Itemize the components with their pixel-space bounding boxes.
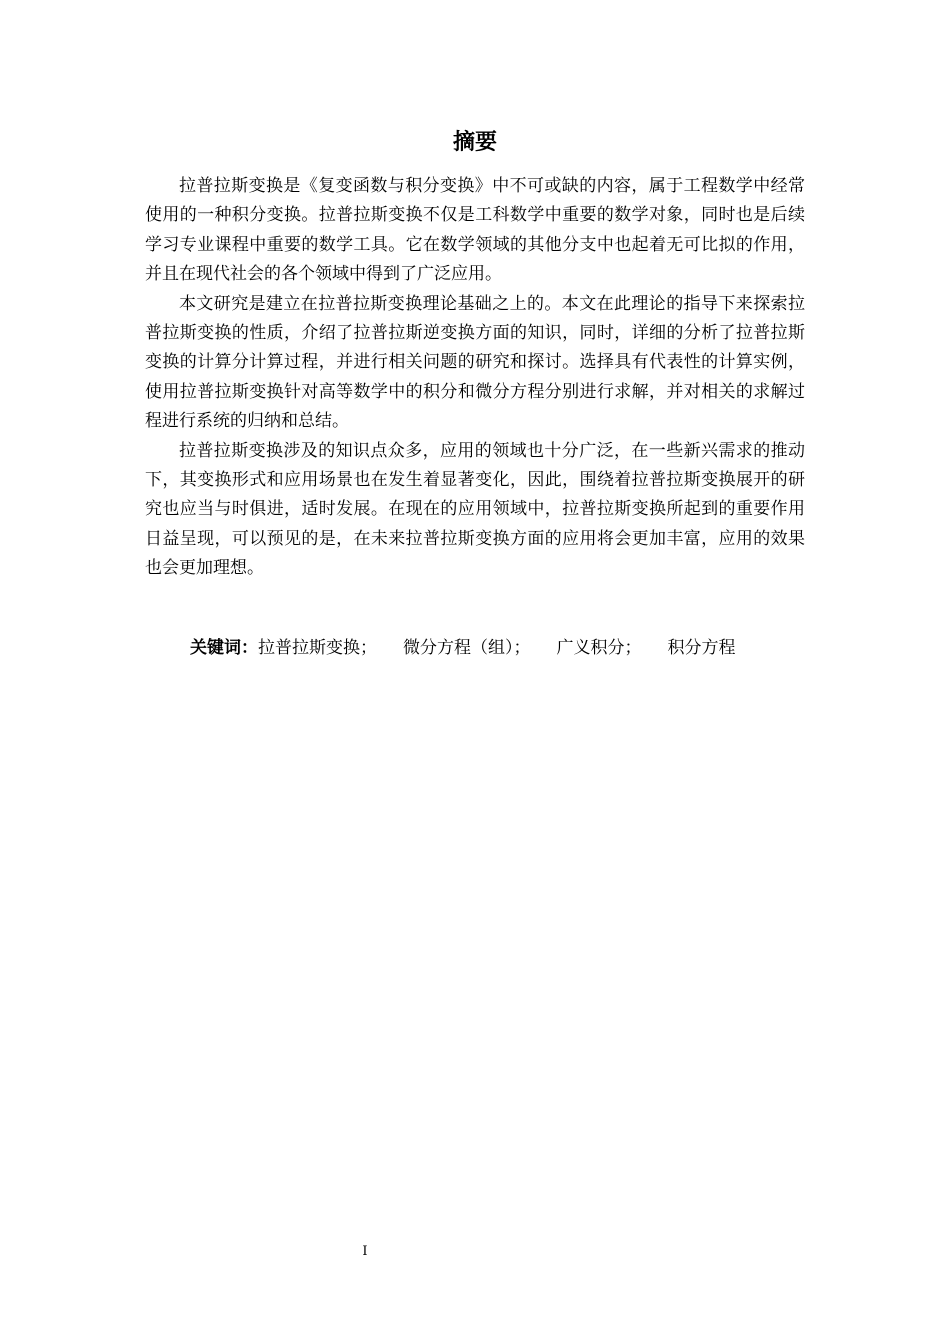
abstract-title: 摘要 <box>452 130 497 155</box>
page-number: I <box>362 1244 368 1259</box>
keyword-item: 积分方程 <box>667 638 736 658</box>
abstract-paragraph-1: 拉普拉斯变换是《复变函数与积分变换》中不可或缺的内容，属于工程数学中经常使用的一种积分变换。拉普拉斯变换不仅是工科数学中重要的数学对象，同时也是后续学习专业课程中重要的数学工具。它在数学领域的其他分支中也起着无可比拟的作用，并且在现代社会的各个领域中得到了广泛应用。 <box>145 176 805 285</box>
keyword-item: 拉普拉斯变换； <box>258 638 377 658</box>
keywords-line <box>190 634 736 662</box>
abstract-body <box>145 172 805 584</box>
abstract-paragraph-3: 拉普拉斯变换涉及的知识点众多，应用的领域也十分广泛，在一些新兴需求的推动下，其变换形式和应用场景也在发生着显著变化，因此，围绕着拉普拉斯变换展开的研究也应当与时俱进，适时发展。在现在的应用领域中，拉普拉斯变换所起到的重要作用日益呈现，可以预见的是，在未来拉普拉斯变换方面的应用将会更加丰富，应用的效果也会更加理想。 <box>145 440 805 579</box>
keyword-item: 微分方程（组）； <box>403 638 531 658</box>
keyword-item: 广义积分； <box>556 638 642 658</box>
keywords-label: 关键词： <box>190 638 258 658</box>
abstract-paragraph-2: 本文研究是建立在拉普拉斯变换理论基础之上的。本文在此理论的指导下来探索拉普拉斯变换的性质，介绍了拉普拉斯逆变换方面的知识，同时，详细的分析了拉普拉斯变换的计算分计算过程，并进行相关问题的研究和探讨。选择具有代表性的计算实例，使用拉普拉斯变换针对高等数学中的积分和微分方程分别进行求解，并对相关的求解过程进行系统的归纳和总结。 <box>145 293 805 432</box>
